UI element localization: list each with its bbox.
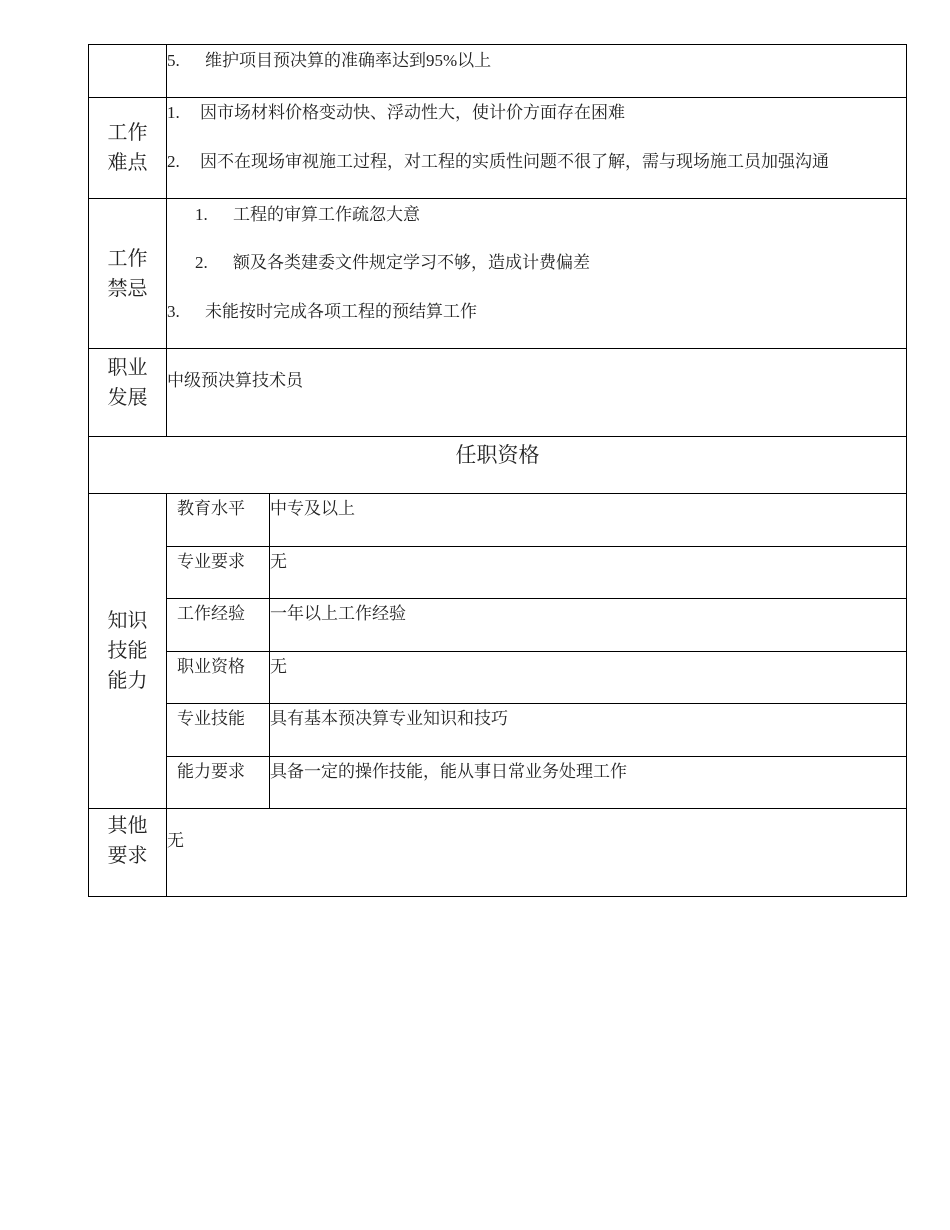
taboos-row — [89, 199, 907, 349]
knowledge-row — [89, 547, 907, 599]
taboos-label: 工作 禁忌 — [89, 199, 167, 349]
knowledge-row — [89, 704, 907, 757]
knowledge-row — [89, 494, 907, 547]
job-description-table — [88, 44, 907, 897]
career-label: 职业 发展 — [89, 349, 167, 437]
knowledge-sub-label: 能力要求 — [167, 757, 270, 809]
difficulties-label: 工作 难点 — [89, 98, 167, 199]
taboo-item: 2. 额及各类建委文件规定学习不够，造成计费偏差 — [195, 253, 590, 272]
difficulty-item: 2. 因不在现场审视施工过程，对工程的实质性问题不很了解，需与现场施工员加强沟通 — [167, 152, 829, 171]
knowledge-sub-value: 具备一定的操作技能，能从事日常业务处理工作 — [270, 757, 907, 809]
difficulties-content — [167, 98, 907, 199]
other-value: 无 — [167, 831, 184, 850]
knowledge-sub-value: 一年以上工作经验 — [270, 599, 907, 652]
other-label: 其他 要求 — [89, 809, 167, 897]
goal-label-cell — [89, 45, 167, 98]
knowledge-row — [89, 757, 907, 809]
qualification-header-row — [89, 437, 907, 494]
knowledge-sub-label: 专业技能 — [167, 704, 270, 757]
qualification-header: 任职资格 — [89, 437, 907, 494]
difficulties-row — [89, 98, 907, 199]
goal-item: 5. 维护项目预决算的准确率达到95%以上 — [167, 51, 492, 70]
knowledge-sub-value: 无 — [270, 547, 907, 599]
taboo-item: 3. 未能按时完成各项工程的预结算工作 — [167, 302, 477, 321]
knowledge-sub-label: 工作经验 — [167, 599, 270, 652]
career-row — [89, 349, 907, 437]
knowledge-row — [89, 599, 907, 652]
knowledge-sub-label: 专业要求 — [167, 547, 270, 599]
knowledge-sub-label: 教育水平 — [167, 494, 270, 547]
taboos-content — [167, 199, 907, 349]
goal-row — [89, 45, 907, 98]
other-content — [167, 809, 907, 897]
other-row — [89, 809, 907, 897]
taboo-item: 1. 工程的审算工作疏忽大意 — [195, 205, 420, 224]
career-content — [167, 349, 907, 437]
knowledge-sub-value: 具有基本预决算专业知识和技巧 — [270, 704, 907, 757]
knowledge-sub-label: 职业资格 — [167, 652, 270, 704]
goal-content-cell — [167, 45, 907, 98]
knowledge-label: 知识 技能 能力 — [89, 494, 167, 809]
career-value: 中级预决算技术员 — [167, 371, 303, 390]
difficulty-item: 1. 因市场材料价格变动快、浮动性大，使计价方面存在困难 — [167, 103, 625, 122]
knowledge-sub-value: 无 — [270, 652, 907, 704]
knowledge-sub-value: 中专及以上 — [270, 494, 907, 547]
knowledge-row — [89, 652, 907, 704]
